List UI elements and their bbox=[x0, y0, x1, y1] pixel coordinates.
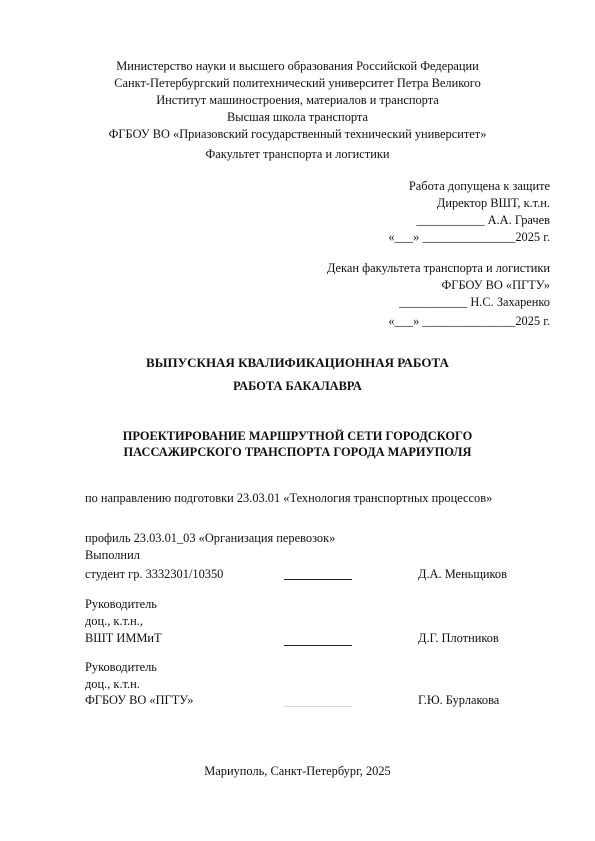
work-subtype-title: РАБОТА БАКАЛАВРА bbox=[233, 379, 362, 393]
topic-title-line1: ПРОЕКТИРОВАНИЕ МАРШРУТНОЙ СЕТИ ГОРОДСКОГО bbox=[122, 429, 473, 443]
ministry-line: Министерство науки и высшего образования Российской Федерации bbox=[116, 59, 479, 73]
university-line: Санкт-Петербургский политехнический университет Петра Великого bbox=[114, 76, 481, 90]
faculty-line: Факультет транспорта и логистики bbox=[205, 147, 390, 161]
supervisor2-degree: доц., к.т.н. bbox=[85, 677, 140, 691]
supervisor1-name: Д.Г. Плотников bbox=[418, 631, 499, 645]
performer-role: студент гр. 3332301/10350 bbox=[85, 567, 224, 581]
performer-label: Выполнил bbox=[85, 548, 140, 562]
performer-signature-line bbox=[284, 579, 352, 580]
supervisor1-label: Руководитель bbox=[85, 597, 157, 611]
approval1-admitted: Работа допущена к защите bbox=[408, 179, 550, 193]
profile-line: профиль 23.03.01_03 «Организация перевозок» bbox=[85, 531, 336, 545]
supervisor1-org: ВШТ ИММиТ bbox=[85, 631, 162, 645]
approval2-date: «___» _______________2025 г. bbox=[388, 314, 550, 328]
supervisor2-signature-line bbox=[284, 706, 352, 707]
place-year-footer: Мариуполь, Санкт-Петербург, 2025 bbox=[204, 764, 391, 778]
school-line: Высшая школа транспорта bbox=[227, 110, 368, 124]
approval2-signature: ___________ Н.С. Захаренко bbox=[399, 295, 550, 309]
partner-university-line: ФГБОУ ВО «Приазовский государственный технический университет» bbox=[108, 127, 487, 141]
supervisor1-signature-line bbox=[284, 645, 352, 646]
supervisor2-org: ФГБОУ ВО «ПГТУ» bbox=[85, 693, 194, 707]
approval1-position: Директор ВШТ, к.т.н. bbox=[436, 196, 550, 210]
supervisor2-name: Г.Ю. Бурлакова bbox=[418, 693, 500, 707]
supervisor1-degree: доц., к.т.н., bbox=[85, 614, 143, 628]
institute-line: Институт машиностроения, материалов и транспорта bbox=[156, 93, 439, 107]
approval1-date: «___» _______________2025 г. bbox=[388, 230, 550, 244]
approval2-position: Декан факультета транспорта и логистики bbox=[326, 261, 550, 275]
direction-line: по направлению подготовки 23.03.01 «Технология транспортных процессов» bbox=[85, 491, 493, 505]
supervisor2-label: Руководитель bbox=[85, 660, 157, 674]
topic-title-line2: ПАССАЖИРСКОГО ТРАНСПОРТА ГОРОДА МАРИУПОЛЯ bbox=[123, 445, 472, 459]
work-type-title: ВЫПУСКНАЯ КВАЛИФИКАЦИОННАЯ РАБОТА bbox=[146, 355, 449, 370]
approval1-signature: ___________ А.А. Грачев bbox=[416, 213, 550, 227]
approval2-org: ФГБОУ ВО «ПГТУ» bbox=[441, 278, 550, 292]
performer-name: Д.А. Меньщиков bbox=[418, 567, 507, 581]
